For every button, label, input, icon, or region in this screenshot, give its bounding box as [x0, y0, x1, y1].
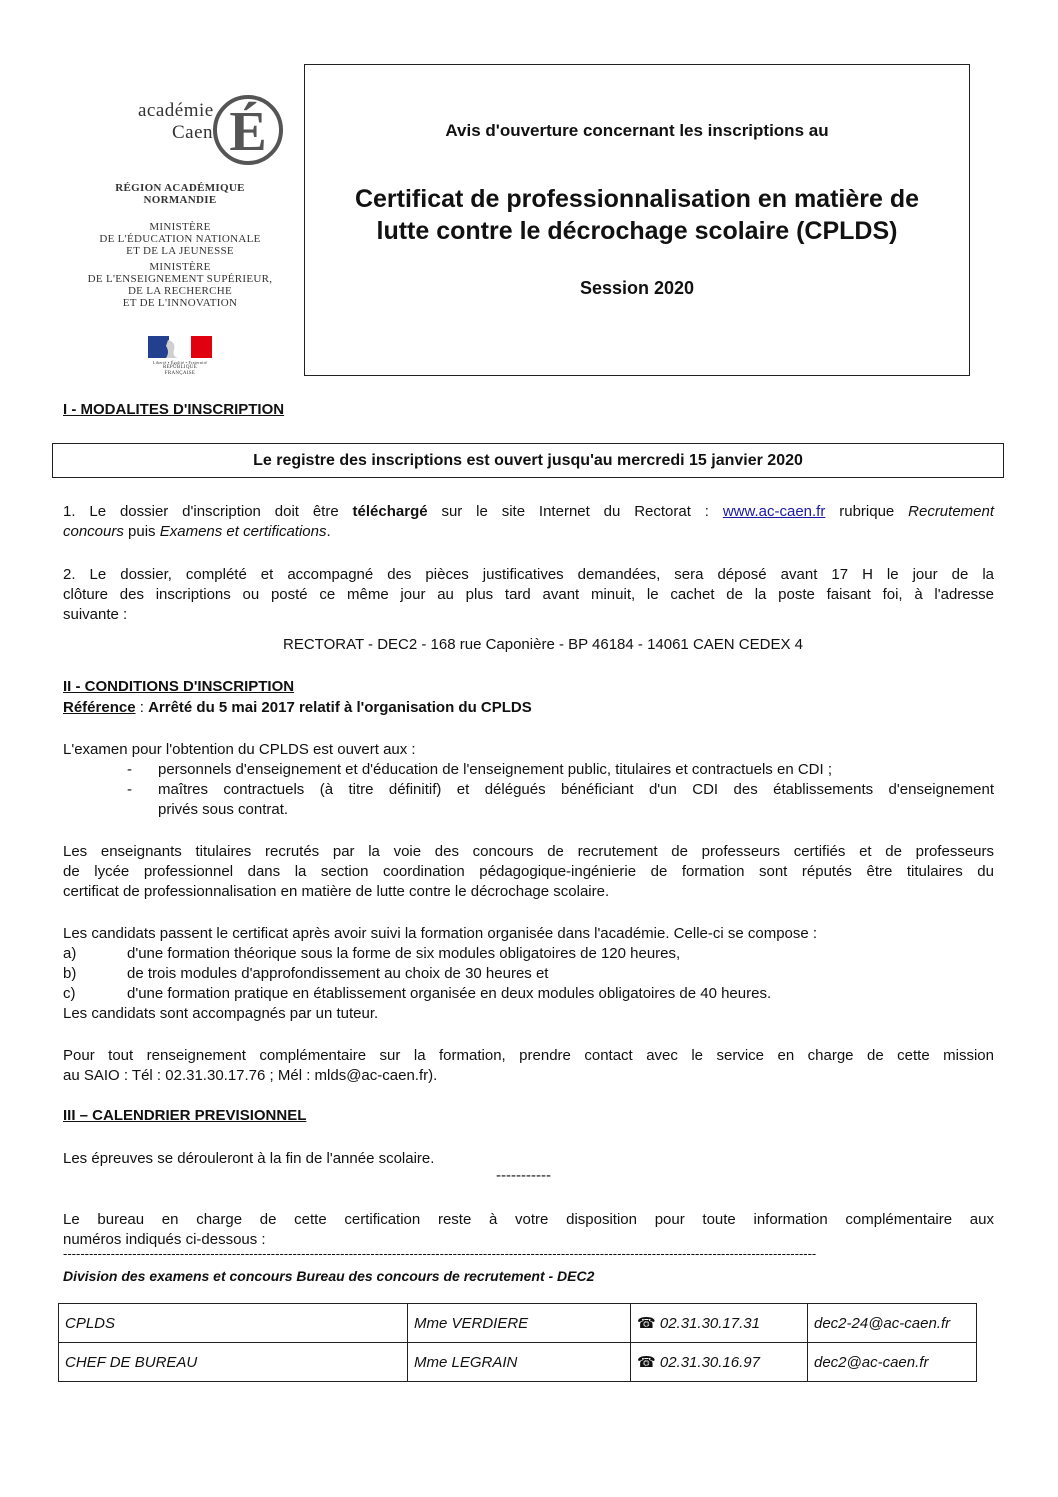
section-1-heading: I - MODALITES D'INSCRIPTION — [63, 401, 285, 418]
contact-role: CPLDS — [59, 1304, 408, 1343]
section-1-paragraph-1 — [63, 502, 994, 542]
title-notice: Avis d'ouverture concernant les inscriptions au — [445, 121, 829, 140]
contacts-table — [58, 1303, 977, 1382]
p5-line-1: Pour tout renseignement complémentaire sur la formation, prendre contact avec le service en charge de cette mission — [63, 1047, 994, 1064]
phone-icon: ☎ — [637, 1315, 656, 1332]
footer-dashed-rule: ------------------------------------------------------------------------------------------------------------------------------------------------------------------------------ — [63, 1246, 817, 1261]
bullet-dash-1: - — [127, 761, 132, 778]
section-1-paragraph-2 — [63, 565, 994, 625]
p2-line-3: suivante : — [63, 606, 128, 623]
phone-icon: ☎ — [637, 1354, 656, 1371]
logo-line-recherche: DE LA RECHERCHE — [127, 285, 233, 297]
bullet-2-line-1: maîtres contractuels (à titre définitif) et délégués bénéficiant d'un CDI des établissements d'enseignement — [158, 781, 994, 798]
section-3-separator: ----------- — [496, 1167, 551, 1184]
title-certificate-line-2: lutte contre le décrochage scolaire (CPLDS) — [376, 217, 898, 245]
p3-line-1: Les enseignants titulaires recrutés par la voie des concours de recrutement de professeurs certifiés et de professeurs — [63, 843, 994, 860]
logo-line-ministere-1: MINISTÈRE — [149, 221, 211, 233]
logo-line-region: RÉGION ACADÉMIQUE — [115, 182, 245, 194]
title-box — [304, 64, 970, 376]
section-2-formation-intro: Les candidats passent le certificat après avoir suivi la formation organisée dans l'académie. Celle-ci se compose : — [63, 925, 818, 942]
section-3-paragraph-1: Les épreuves se dérouleront à la fin de l'année scolaire. — [63, 1150, 435, 1167]
p6-line-1: Le bureau en charge de cette certification reste à votre disposition pour toute information complémentaire aux — [63, 1211, 994, 1228]
list-item-a: d'une formation théorique sous la forme de six modules obligatoires de 120 heures, — [127, 945, 681, 962]
section-2-paragraph-titulaires — [63, 842, 994, 902]
table-row — [59, 1304, 977, 1343]
p1-text-g: puis — [123, 523, 160, 540]
list-label-c: c) — [63, 985, 76, 1002]
title-certificate-line-1: Certificat de professionnalisation en matière de — [354, 185, 920, 213]
list-label-b: b) — [63, 965, 77, 982]
section-2-intro: L'examen pour l'obtention du CPLDS est ouvert aux : — [63, 741, 416, 758]
registration-deadline-box: Le registre des inscriptions est ouvert jusqu'au mercredi 15 janvier 2020 — [52, 443, 1004, 478]
p1-text-concours: concours — [63, 523, 124, 540]
table-row — [59, 1343, 977, 1382]
section-3-heading: III – CALENDRIER PREVISIONNEL — [63, 1107, 307, 1124]
bullet-dash-2: - — [127, 781, 132, 798]
logo-line-innovation: ET DE L'INNOVATION — [122, 297, 238, 309]
p2-line-1: 2. Le dossier, complété et accompagné des pièces justificatives demandées, sera déposé avant 17 H le jour de la — [63, 566, 994, 583]
p5-line-2: au SAIO : Tél : 02.31.30.17.76 ; Mél : mlds@ac-caen.fr). — [63, 1067, 438, 1084]
p2-line-2: clôture des inscriptions ou posté ce même jour au plus tard avant minuit, le cachet de la poste faisant foi, à l'adresse — [63, 586, 994, 603]
logo-motto: Liberté • Égalité • Fraternité — [152, 360, 208, 365]
p1-text-recrutement: Recrutement — [908, 503, 995, 520]
section-2-contact-paragraph — [63, 1046, 994, 1086]
logo-e-mark-icon — [210, 78, 290, 168]
contact-role: CHEF DE BUREAU — [59, 1343, 408, 1382]
list-item-b: de trois modules d'approfondissement au choix de 30 heures et — [127, 965, 549, 982]
p3-line-3: certificat de professionnalisation en matière de lutte contre le décrochage scolaire. — [63, 883, 610, 900]
rectorat-website-link[interactable]: www.ac-caen.fr — [722, 503, 826, 520]
contact-phone-cell — [631, 1343, 808, 1382]
p1-number: 1. — [63, 503, 76, 520]
logo-line-ministere-2: MINISTÈRE — [149, 261, 211, 273]
logo-line-enseignement: DE L'ENSEIGNEMENT SUPÉRIEUR, — [87, 273, 273, 285]
reference-line — [63, 698, 994, 718]
p1-text-examens: Examens et certifications — [159, 523, 327, 540]
contact-phone[interactable]: 02.31.30.16.97 — [659, 1354, 760, 1371]
bullet-2 — [158, 780, 994, 820]
reference-label: Référence — [63, 699, 136, 716]
contact-email[interactable]: dec2@ac-caen.fr — [808, 1343, 977, 1382]
p1-text-c: sur le site Internet du Rectorat : — [427, 503, 723, 520]
logo-line-education: DE L'ÉDUCATION NATIONALE — [99, 233, 261, 245]
logo-academie-word: académie — [138, 100, 214, 121]
reference-text: Arrêté du 5 mai 2017 relatif à l'organisation du CPLDS — [148, 699, 532, 716]
contact-phone-cell — [631, 1304, 808, 1343]
rectorat-address: RECTORAT - DEC2 - 168 rue Caponière - BP 46184 - 14061 CAEN CEDEX 4 — [283, 636, 803, 653]
p1-text-download: téléchargé — [352, 503, 428, 520]
reference-sep: : — [135, 699, 149, 716]
section-2-heading: II - CONDITIONS D'INSCRIPTION — [63, 678, 295, 695]
logo-line-normandie: NORMANDIE — [143, 194, 217, 206]
contact-phone[interactable]: 02.31.30.17.31 — [659, 1315, 760, 1332]
contact-email[interactable]: dec2-24@ac-caen.fr — [808, 1304, 977, 1343]
p1-text-end: . — [326, 523, 331, 540]
title-certificate — [305, 183, 969, 247]
contact-name: Mme LEGRAIN — [408, 1343, 631, 1382]
list-label-a: a) — [63, 945, 77, 962]
division-line: Division des examens et concours Bureau des concours de recrutement - DEC2 — [63, 1268, 595, 1284]
academie-logo — [60, 78, 300, 378]
title-session: Session 2020 — [579, 278, 695, 298]
bullet-2-line-2: privés sous contrat. — [158, 801, 289, 818]
section-3-paragraph-2 — [63, 1210, 994, 1250]
logo-republique: RÉPUBLIQUE FRANÇAISE — [162, 365, 198, 376]
logo-letter: É — [229, 101, 267, 163]
p3-line-2: de lycée professionnel dans la section coordination pédagogique-ingénierie de formation sont réputés être titulaires du — [63, 863, 994, 880]
p6-line-2: numéros indiqués ci-dessous : — [63, 1231, 266, 1248]
bullet-1: personnels d'enseignement et d'éducation de l'enseignement public, titulaires et contractuels en CDI ; — [158, 761, 832, 778]
p1-text-d: rubrique — [825, 503, 909, 520]
p1-text-a: Le dossier d'inscription doit être — [75, 503, 353, 520]
logo-caen-word: Caen — [172, 122, 214, 143]
list-item-c: d'une formation pratique en établissement organisée en deux modules obligatoires de 40 heures. — [127, 985, 772, 1002]
contact-name: Mme VERDIERE — [408, 1304, 631, 1343]
logo-line-jeunesse: ET DE LA JEUNESSE — [126, 245, 234, 257]
tutor-line: Les candidats sont accompagnés par un tuteur. — [63, 1005, 379, 1022]
